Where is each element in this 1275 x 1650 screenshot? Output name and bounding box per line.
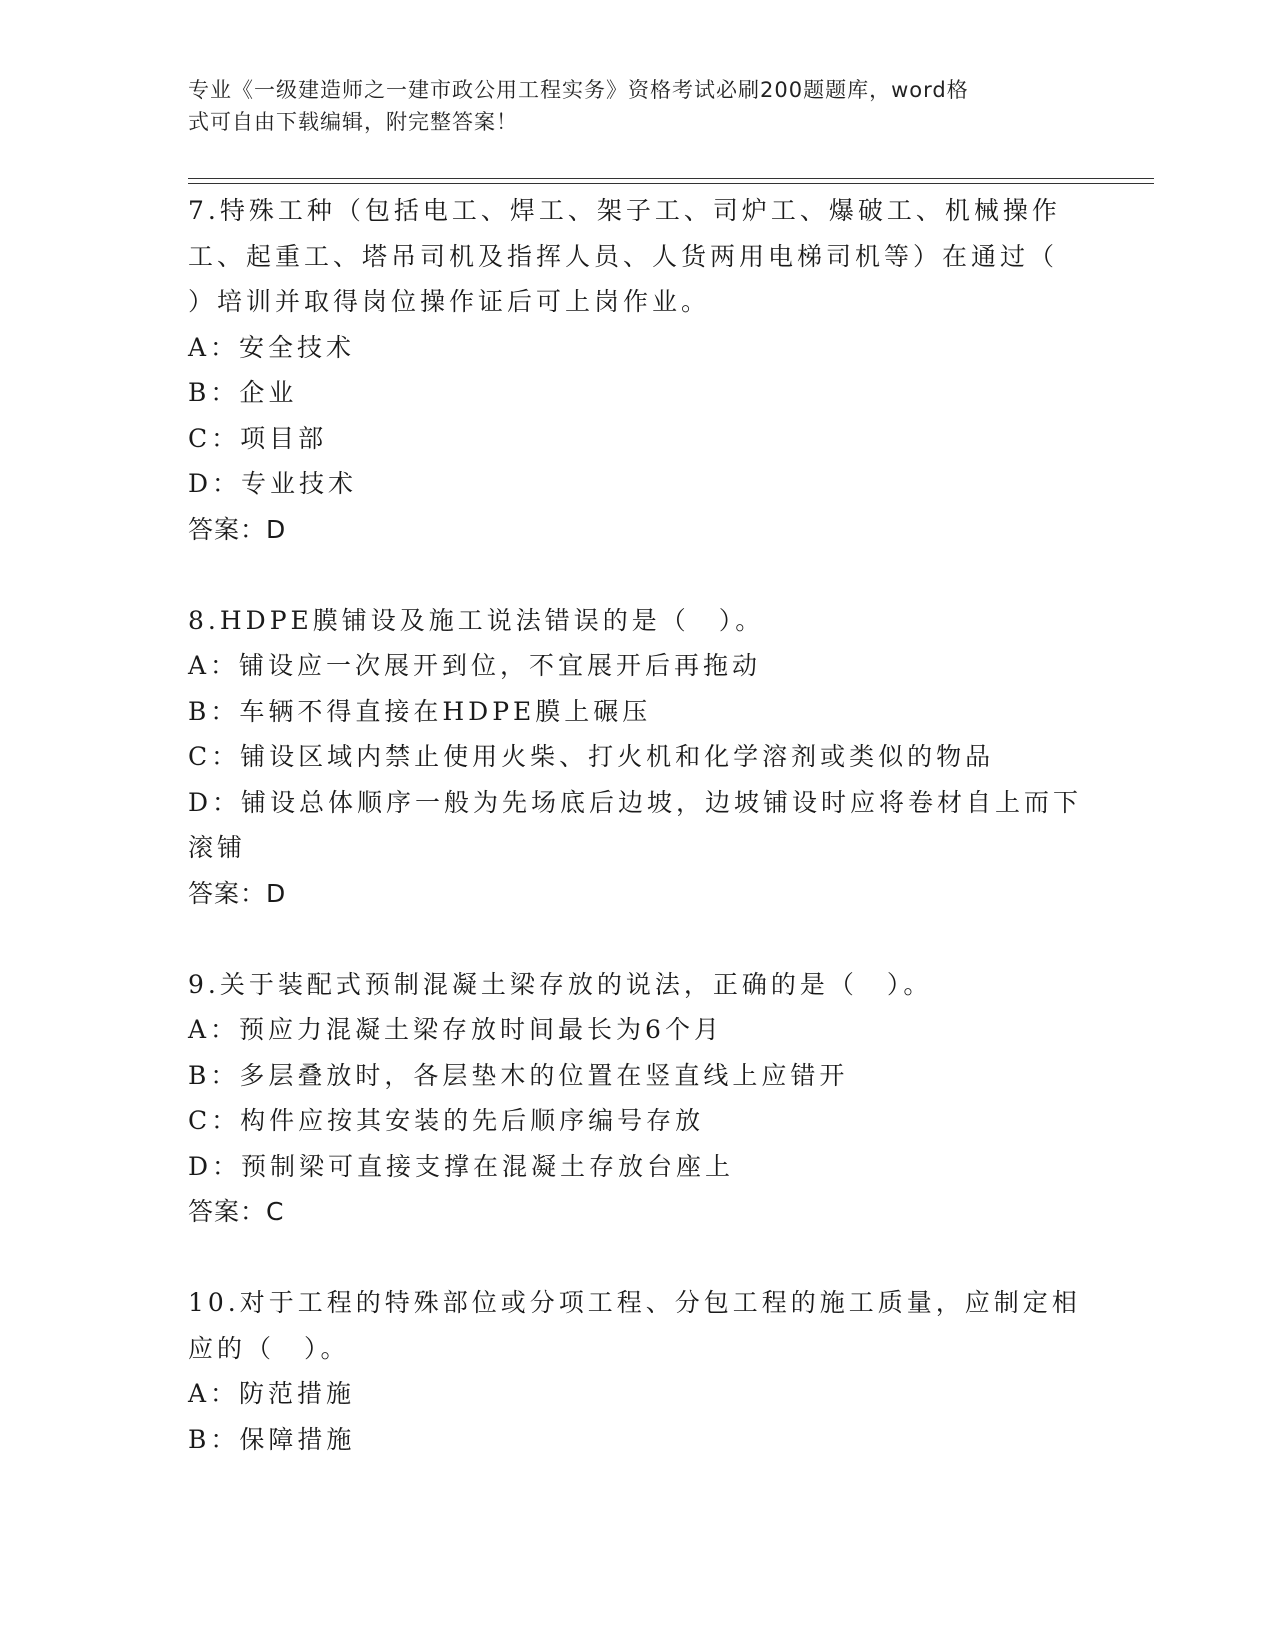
option-c: C：构件应按其安装的先后顺序编号存放 <box>188 1106 705 1135</box>
question-7 <box>188 188 1088 552</box>
question-stem: 7.特殊工种（包括电工、焊工、架子工、司炉工、爆破工、机械操作 <box>188 196 1061 225</box>
option-b: B：企业 <box>188 378 298 407</box>
document-header <box>188 74 1088 138</box>
option-c: C：铺设区域内禁止使用火柴、打火机和化学溶剂或类似的物品 <box>188 742 995 771</box>
option-d: D：预制梁可直接支撑在混凝土存放台座上 <box>188 1151 735 1181</box>
question-stem: 应的（ ）。 <box>188 1333 350 1363</box>
header-line: 式可自由下载编辑，附完整答案！ <box>188 110 518 134</box>
question-stem: 工、起重工、塔吊司机及指挥人员、人货两用电梯司机等）在通过（ <box>188 241 1059 271</box>
option-a: A：铺设应一次展开到位，不宜展开后再拖动 <box>188 651 762 680</box>
option-a: A：预应力混凝土梁存放时间最长为6个月 <box>188 1015 723 1044</box>
answer: 答案：D <box>188 878 287 908</box>
option-d-continued: 滚铺 <box>188 833 247 862</box>
header-divider <box>188 178 1154 179</box>
question-stem: ）培训并取得岗位操作证后可上岗作业。 <box>188 287 711 316</box>
question-stem: 8.HDPE膜铺设及施工说法错误的是（ ）。 <box>188 605 765 635</box>
option-c: C：项目部 <box>188 423 328 453</box>
question-stem: 10.对于工程的特殊部位或分项工程、分包工程的施工质量，应制定相 <box>188 1288 1081 1317</box>
option-b: B：多层叠放时，各层垫木的位置在竖直线上应错开 <box>188 1060 849 1090</box>
question-stem: 9.关于装配式预制混凝土梁存放的说法，正确的是（ ）。 <box>188 969 933 999</box>
question-8 <box>188 598 1088 917</box>
option-a: A：安全技术 <box>188 332 356 362</box>
option-d: D：铺设总体顺序一般为先场底后边坡，边坡铺设时应将卷材自上而下 <box>188 787 1083 817</box>
header-line: 专业《一级建造师之一建市政公用工程实务》资格考试必刷200题题库，word格 <box>188 78 969 102</box>
option-d: D：专业技术 <box>188 469 358 498</box>
question-9 <box>188 962 1088 1235</box>
question-list <box>188 188 1088 1508</box>
answer: 答案：D <box>188 514 287 544</box>
answer: 答案：C <box>188 1197 285 1226</box>
question-10 <box>188 1280 1088 1462</box>
option-a: A：防范措施 <box>188 1379 356 1408</box>
header-divider <box>188 183 1154 184</box>
option-b: B：车辆不得直接在HDPE膜上碾压 <box>188 696 652 726</box>
option-b: B：保障措施 <box>188 1424 356 1454</box>
